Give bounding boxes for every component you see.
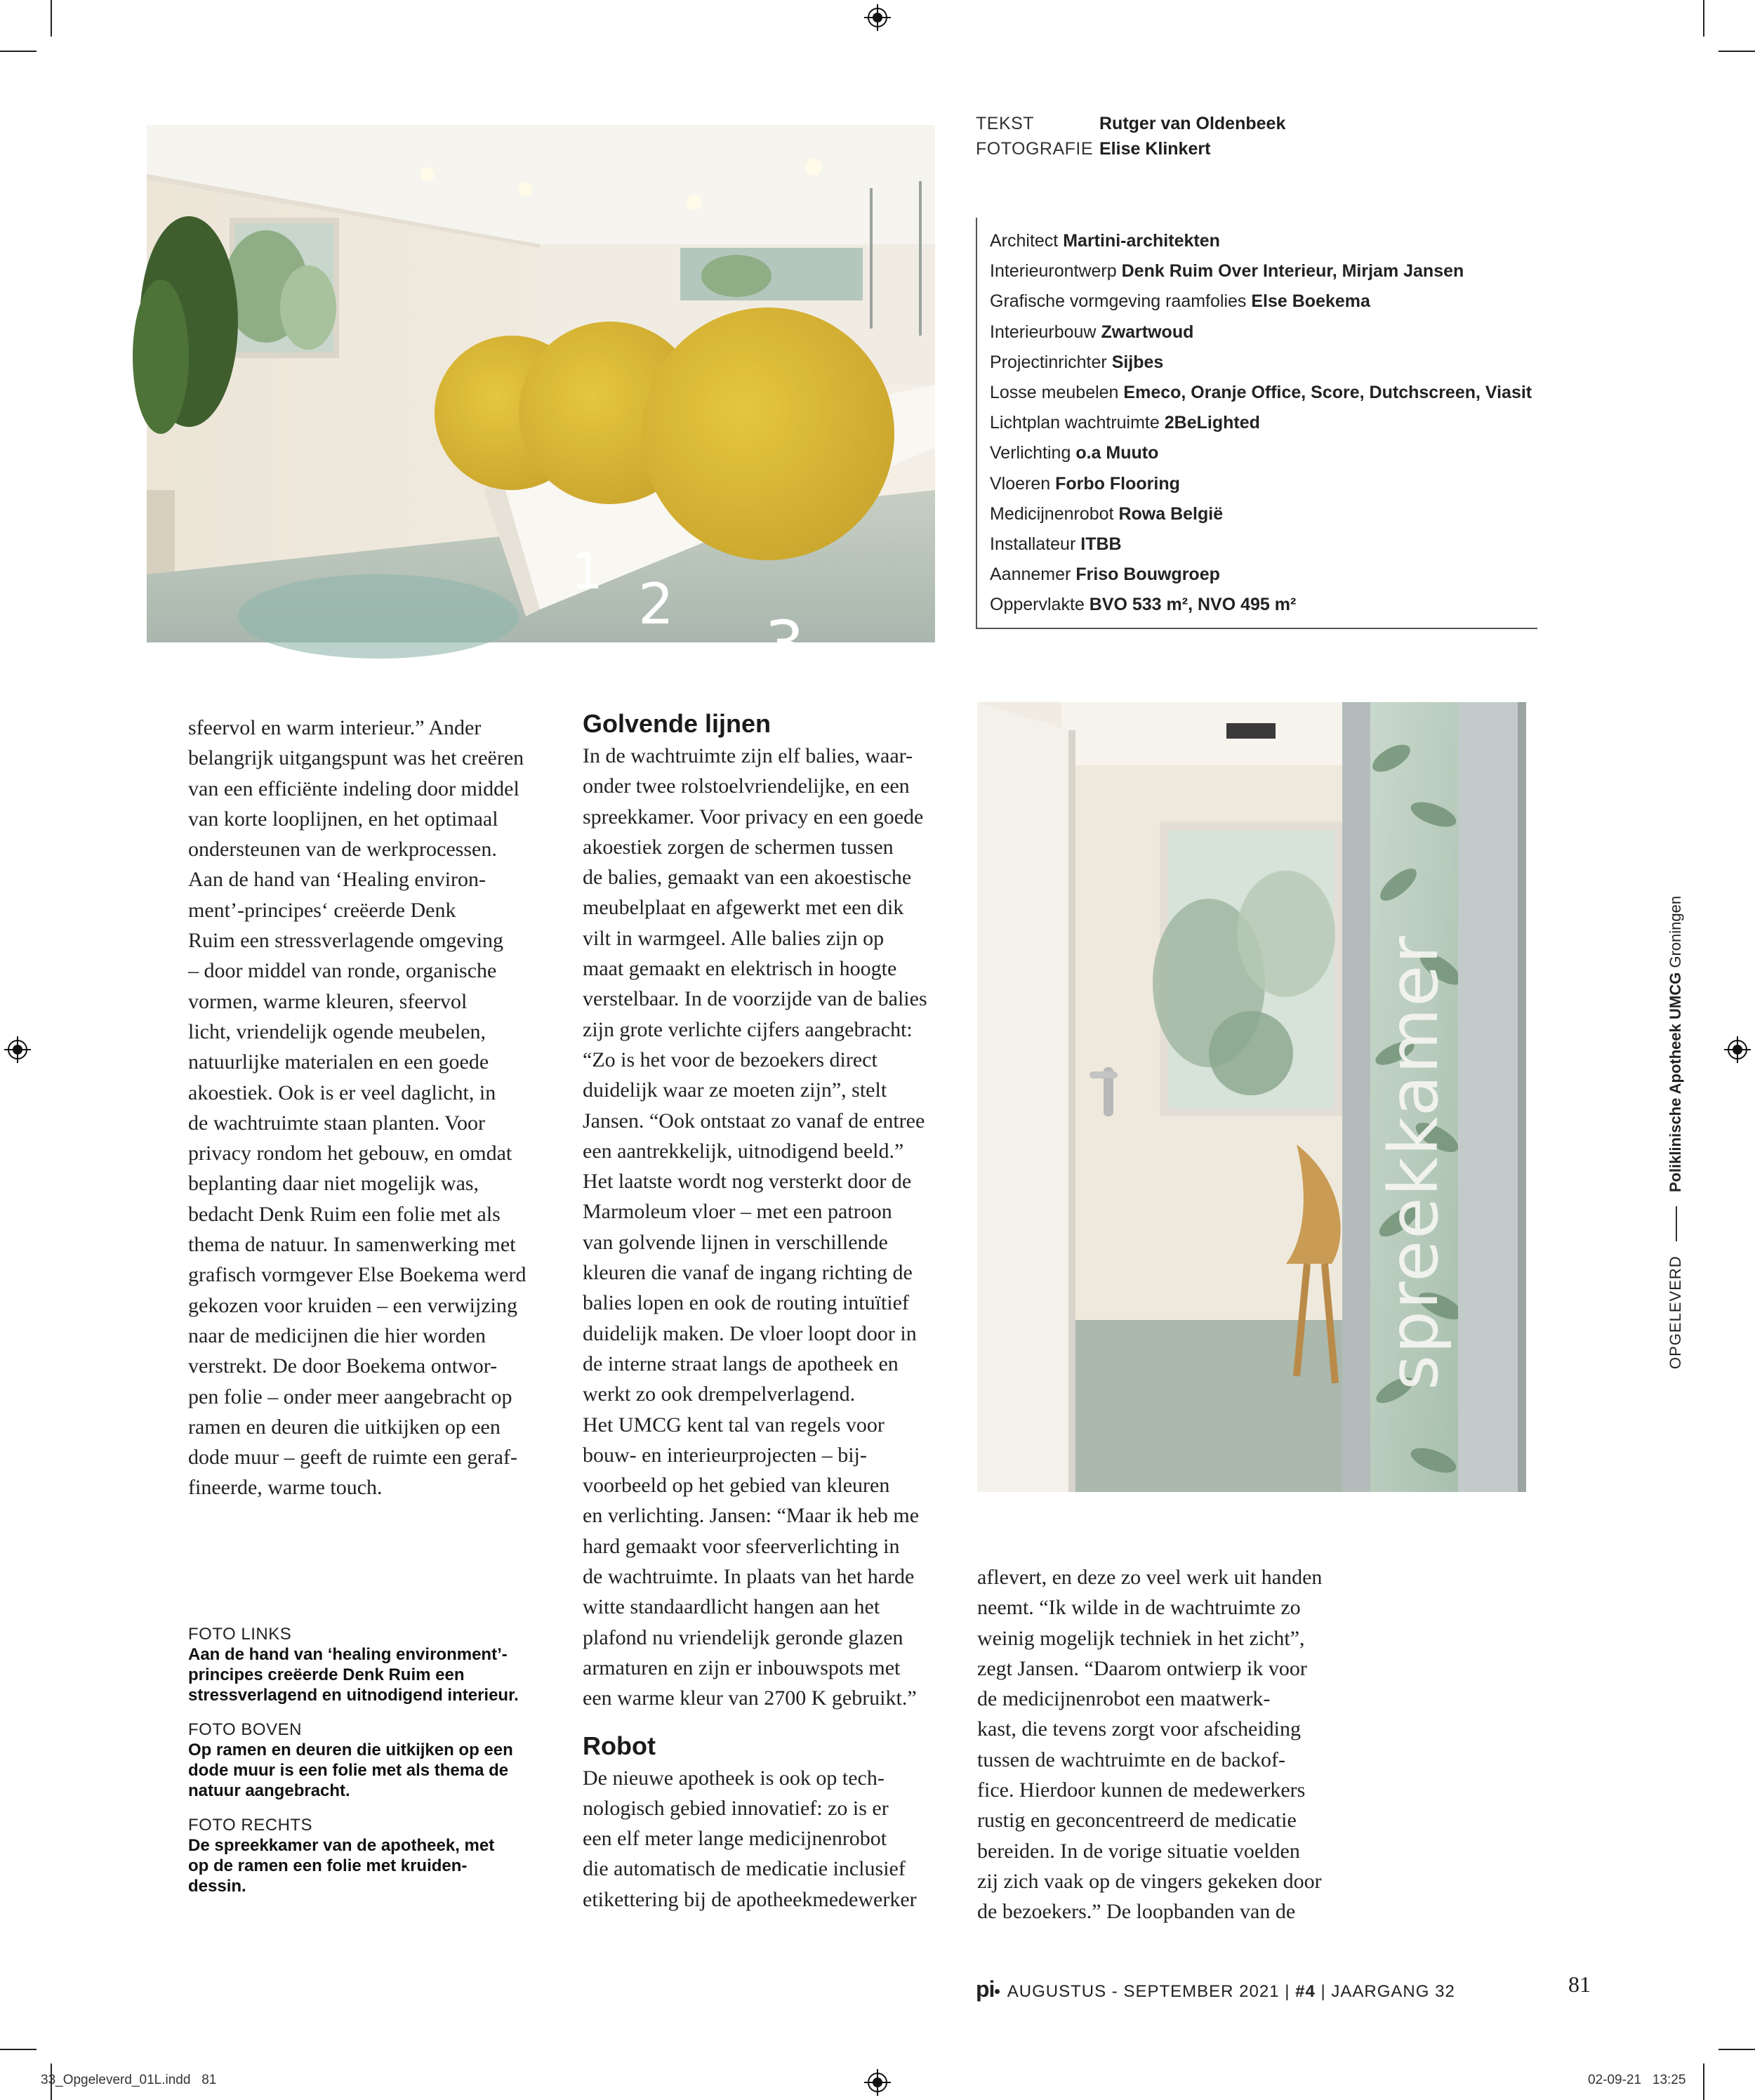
- caption-label: FOTO RECHTS: [188, 1816, 313, 1835]
- text-line: en verlichting. Jansen: “Maar ik heb me: [583, 1504, 920, 1528]
- text-line: vormen, warme kleuren, sfeervol: [188, 989, 468, 1013]
- info-value: 2BeLighted: [1164, 413, 1260, 433]
- caption-label: FOTO LINKS: [188, 1625, 292, 1644]
- text-line: natuurlijke materialen en een goede: [188, 1050, 489, 1074]
- text-line: – door middel van ronde, organische: [188, 959, 497, 983]
- info-label: Grafische vormgeving raamfolies: [990, 291, 1247, 312]
- text-line: fice. Hierdoor kunnen de medewerkers: [977, 1778, 1306, 1802]
- side-section-label: [1667, 667, 1692, 1369]
- text-line: sfeervol en warm interieur.” Ander: [188, 716, 482, 739]
- photo-spreekkamer: [977, 702, 1526, 1492]
- credit-text: [976, 111, 1285, 136]
- text-line: “Zo is het voor de bezoekers direct: [583, 1048, 878, 1071]
- magazine-logo: pi: [976, 1976, 995, 2002]
- text-line: beplanting daar niet mogelijk was,: [188, 1172, 479, 1196]
- text-line: die automatisch de medicatie inclusief: [583, 1857, 906, 1881]
- caption-text: De spreekkamer van de apotheek, met: [188, 1836, 495, 1855]
- crop-mark: [1718, 2049, 1755, 2050]
- heading-robot: Robot: [583, 1731, 656, 1760]
- registration-mark-icon: [864, 4, 891, 31]
- registration-mark-icon: [4, 1036, 31, 1063]
- slug-datetime: 02-09-21 13:25: [1588, 2073, 1686, 2087]
- project-info-item: [990, 226, 1537, 256]
- column-3-text: [977, 1562, 1322, 1927]
- info-value: Else Boekema: [1251, 291, 1370, 312]
- text-line: gekozen voor kruiden – een verwijzing: [188, 1293, 517, 1317]
- text-line: In de wachtruimte zijn elf balies, waar-: [583, 744, 913, 767]
- text-line: balies lopen en ook de routing intuïtief: [583, 1291, 909, 1315]
- counter-number: 3: [764, 607, 805, 681]
- info-label: Verlichting: [990, 443, 1071, 463]
- side-divider: [1676, 1206, 1677, 1241]
- crop-mark: [1718, 51, 1755, 52]
- footer: [976, 1976, 1455, 2002]
- credit-value: Elise Klinkert: [1099, 139, 1211, 159]
- info-label: Losse meubelen: [990, 383, 1119, 403]
- text-line: de wachtruimte. In plaats van het harde: [583, 1565, 915, 1589]
- text-line: belangrijk uitgangspunt was het creëren: [188, 746, 524, 770]
- text-line: van een efficiënte indeling door middel: [188, 777, 519, 800]
- text-line: een warme kleur van 2700 K gebruikt.”: [583, 1686, 917, 1710]
- project-info-item: [990, 256, 1537, 286]
- text-line: een elf meter lange medicijnenrobot: [583, 1827, 887, 1851]
- volume: JAARGANG 32: [1331, 1982, 1455, 2001]
- text-line: tussen de wachtruimte en de backof-: [977, 1748, 1285, 1771]
- info-value: Emeco, Oranje Office, Score, Dutchscreen, Viasit: [1123, 383, 1532, 403]
- text-line: dode muur – geeft de ruimte een geraf-: [188, 1446, 517, 1470]
- text-line: de wachtruimte staan planten. Voor: [188, 1111, 485, 1135]
- captions: [188, 1624, 553, 1896]
- registration-mark-icon: [864, 2069, 891, 2096]
- info-label: Medicijnenrobot: [990, 503, 1114, 524]
- text-line: de balies, gemaakt van een akoestische: [583, 866, 912, 890]
- caption-foto-rechts: [188, 1815, 553, 1896]
- project-info-item: [990, 317, 1537, 348]
- counter-number: 2: [638, 572, 674, 637]
- info-label: Installateur: [990, 534, 1076, 555]
- slug-file: 33_Opgeleverd_01L.indd 81: [41, 2073, 217, 2087]
- footer-separator: |: [1285, 1982, 1296, 2001]
- text-line: de interne straat langs de apotheek en: [583, 1352, 899, 1375]
- text-line: bereiden. In de vorige situatie voelden: [977, 1839, 1300, 1863]
- text-line: ramen en deuren die uitkijken op een: [188, 1415, 501, 1439]
- caption-text: dessin.: [188, 1877, 246, 1896]
- text-line: onder twee rolstoelvriendelijke, en een: [583, 774, 910, 798]
- text-line: weinig mogelijk techniek in het zicht”,: [977, 1626, 1305, 1650]
- project-info-item: [990, 438, 1537, 468]
- text-line: de medicijnenrobot een maatwerk-: [977, 1687, 1271, 1711]
- caption-text: natuur aangebracht.: [188, 1781, 350, 1800]
- text-line: maat gemaakt en elektrisch in hoogte: [583, 957, 897, 981]
- text-line: akoestiek zorgen de schermen tussen: [583, 835, 894, 859]
- caption-label: FOTO BOVEN: [188, 1720, 302, 1739]
- project-info-item: [990, 286, 1537, 317]
- info-value: BVO 533 m², NVO 495 m²: [1089, 595, 1297, 615]
- article-location: Groningen: [1667, 895, 1684, 968]
- text-line: van golvende lijnen in verschillende: [583, 1230, 888, 1254]
- article-title: Poliklinische Apotheek UMCG: [1667, 972, 1684, 1193]
- text-line: De nieuwe apotheek is ook op tech-: [583, 1766, 885, 1790]
- caption-foto-links: [188, 1624, 553, 1705]
- text-line: zijn grote verlichte cijfers aangebracht:: [583, 1017, 913, 1041]
- text-line: kleuren die vanaf de ingang richting de: [583, 1261, 913, 1285]
- column-3: [977, 1562, 1322, 1927]
- window-text: spreekkamer: [1375, 935, 1453, 1390]
- text-line: verstelbaar. In de voorzijde van de balies: [583, 987, 927, 1011]
- text-line: bouw- en interieurprojecten – bij-: [583, 1443, 867, 1467]
- text-line: thema de natuur. In samenwerking met: [188, 1233, 516, 1257]
- text-line: armaturen en zijn er inbouwspots met: [583, 1656, 901, 1679]
- caption-text: stressverlagend en uitnodigend interieur.: [188, 1686, 519, 1705]
- credit-value: Rutger van Oldenbeek: [1099, 114, 1286, 133]
- column-2-text: [583, 741, 927, 1714]
- text-line: fineerde, warme touch.: [188, 1476, 383, 1500]
- column-1: [188, 713, 526, 1503]
- text-line: neemt. “Ik wilde in de wachtruimte zo: [977, 1596, 1301, 1620]
- text-line: de bezoekers.” De loopbanden van de: [977, 1900, 1296, 1924]
- text-line: licht, vriendelijk ogende meubelen,: [188, 1019, 486, 1043]
- text-line: ment’-principes‘ creëerde Denk: [188, 898, 456, 922]
- text-line: vilt in warmgeel. Alle balies zijn op: [583, 926, 885, 950]
- text-line: Het laatste wordt nog versterkt door de: [583, 1170, 912, 1194]
- text-line: pen folie – onder meer aangebracht op: [188, 1385, 512, 1408]
- crop-mark: [51, 0, 52, 37]
- text-line: nologisch gebied innovatief: zo is er: [583, 1796, 889, 1820]
- counter-number: 1: [571, 543, 603, 600]
- info-value: Martini-architekten: [1063, 231, 1220, 251]
- text-line: Marmoleum vloer – met een patroon: [583, 1200, 892, 1224]
- page-number: 81: [1568, 1972, 1591, 1997]
- project-info-item: [990, 378, 1537, 408]
- project-info-item: [990, 560, 1537, 590]
- text-line: grafisch vormgever Else Boekema werd: [188, 1263, 526, 1287]
- text-line: naar de medicijnen die hier worden: [188, 1323, 486, 1347]
- info-label: Lichtplan wachtruimte: [990, 413, 1160, 433]
- project-info-box: [976, 218, 1537, 629]
- info-label: Oppervlakte: [990, 595, 1085, 615]
- project-info-item: [990, 408, 1537, 438]
- text-line: etikettering bij de apotheekmedewerker: [583, 1887, 917, 1911]
- caption-text: dode muur is een folie met als thema de: [188, 1761, 509, 1780]
- caption-text: Op ramen en deuren die uitkijken op een: [188, 1741, 513, 1759]
- text-line: akoestiek. Ook is er veel daglicht, in: [188, 1081, 496, 1104]
- project-info-item: [990, 469, 1537, 499]
- section-label: OPGELEVERD: [1667, 1255, 1684, 1369]
- info-value: Zwartwoud: [1101, 322, 1194, 342]
- info-label: Vloeren: [990, 473, 1051, 494]
- project-info-list: [990, 226, 1537, 621]
- caption-text: Aan de hand van ‘healing environment’-: [188, 1645, 508, 1664]
- issue-number: #4: [1295, 1982, 1316, 2001]
- photo-waiting-room: [147, 125, 935, 681]
- text-line: verstrekt. De door Boekema ontwor-: [188, 1354, 498, 1378]
- text-line: een aantrekkelijk, uitnodigend beeld.”: [583, 1139, 904, 1163]
- text-line: kast, die tevens zorgt voor afscheiding: [977, 1717, 1301, 1741]
- issue-date: AUGUSTUS - SEPTEMBER 2021: [1007, 1982, 1280, 2001]
- text-line: Ruim een stressverlagende omgeving: [188, 929, 504, 953]
- project-info-item: [990, 348, 1537, 378]
- info-value: Sijbes: [1111, 352, 1164, 372]
- info-label: Architect: [990, 231, 1059, 251]
- text-line: zegt Jansen. “Daarom ontwierp ik voor: [977, 1656, 1307, 1680]
- caption-text: principes creëerde Denk Ruim een: [188, 1665, 465, 1684]
- text-line: duidelijk waar ze moeten zijn”, stelt: [583, 1078, 887, 1102]
- text-line: duidelijk maken. De vloer loopt door in: [583, 1321, 917, 1345]
- text-line: witte standaardlicht hangen aan het: [583, 1595, 880, 1619]
- caption-text: op de ramen een folie met kruiden-: [188, 1856, 468, 1875]
- credit-label: TEKST: [976, 114, 1035, 133]
- info-label: Interieurontwerp: [990, 261, 1117, 282]
- text-line: voorbeeld op het gebied van kleuren: [583, 1474, 890, 1498]
- info-value: Rowa België: [1118, 503, 1224, 524]
- text-line: zij zich vaak op de vingers gekeken door: [977, 1869, 1322, 1893]
- text-line: Jansen. “Ook ontstaat zo vanaf de entree: [583, 1109, 925, 1132]
- crop-mark: [0, 51, 37, 52]
- text-line: rustig en geconcentreerd de medicatie: [977, 1809, 1297, 1832]
- text-line: bedacht Denk Ruim een folie met als: [188, 1202, 501, 1226]
- text-line: van korte looplijnen, en het optimaal: [188, 807, 498, 831]
- column-1-text: [188, 713, 526, 1503]
- text-line: privacy rondom het gebouw, en omdat: [188, 1142, 512, 1165]
- text-line: hard gemaakt voor sfeerverlichting in: [583, 1534, 900, 1558]
- column-2: [583, 708, 927, 1915]
- info-value: Forbo Flooring: [1055, 473, 1180, 494]
- text-line: spreekkamer. Voor privacy en een goede: [583, 805, 924, 828]
- crop-mark: [1703, 2063, 1704, 2100]
- text-line: meubelplaat en afgewerkt met een dik: [583, 896, 904, 920]
- credit-label: FOTOGRAFIE: [976, 139, 1094, 159]
- crop-mark: [1703, 0, 1704, 37]
- text-line: aflevert, en deze zo veel werk uit handen: [977, 1566, 1323, 1589]
- info-value: Friso Bouwgroep: [1075, 564, 1220, 585]
- info-label: Projectinrichter: [990, 352, 1107, 372]
- text-line: werkt zo ook drempelverlagend.: [583, 1382, 856, 1406]
- text-line: Aan de hand van ‘Healing environ-: [188, 868, 486, 892]
- text-line: Het UMCG kent tal van regels voor: [583, 1413, 885, 1437]
- heading-golvende-lijnen: Golvende lijnen: [583, 709, 771, 738]
- info-value: Denk Ruim Over Interieur, Mirjam Jansen: [1121, 261, 1464, 282]
- crop-mark: [0, 2049, 37, 2050]
- text-line: ondersteunen van de werkprocessen.: [188, 838, 497, 861]
- info-label: Interieurbouw: [990, 322, 1097, 342]
- footer-separator: |: [1320, 1982, 1332, 2001]
- info-label: Aannemer: [990, 564, 1071, 585]
- credits: [976, 111, 1285, 161]
- project-info-item: [990, 529, 1537, 560]
- credit-photo: [976, 136, 1285, 161]
- project-info-item: [990, 590, 1537, 620]
- registration-mark-icon: [1724, 1036, 1751, 1063]
- project-info-item: [990, 499, 1537, 529]
- info-value: o.a Muuto: [1075, 443, 1159, 463]
- column-2-text-robot: [583, 1763, 927, 1915]
- text-line: plafond nu vriendelijk geronde glazen: [583, 1625, 903, 1649]
- caption-foto-boven: [188, 1719, 553, 1801]
- info-value: ITBB: [1080, 534, 1122, 555]
- logo-dot: [995, 1989, 1000, 1994]
